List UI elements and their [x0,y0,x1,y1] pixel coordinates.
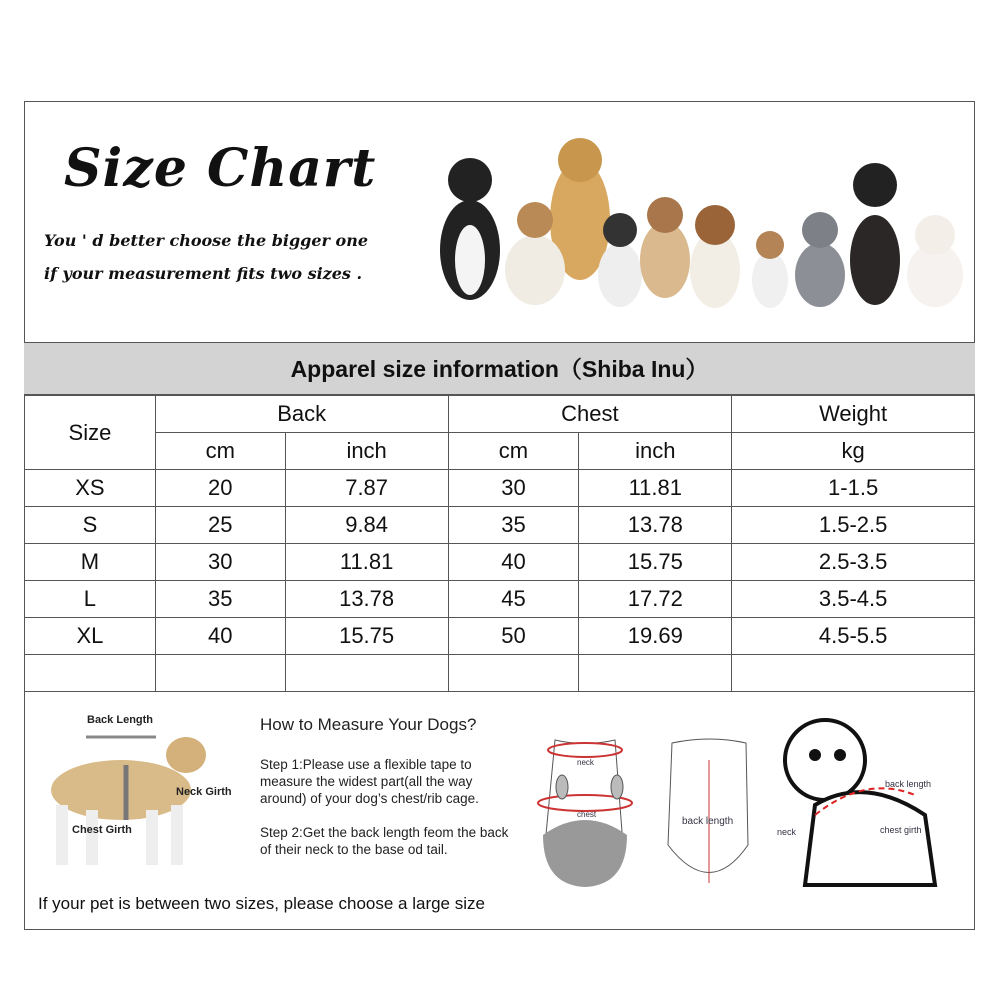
table-cell: 4.5-5.5 [732,618,975,655]
table-cell: 19.69 [579,618,732,655]
table-cell: 13.78 [579,507,732,544]
chart-title: Size Chart [64,138,377,199]
table-cell: 1-1.5 [732,470,975,507]
table-cell: XL [25,618,156,655]
garment-front-diagram [535,735,635,890]
pets-group-photo [430,130,970,310]
table-cell: 2.5-3.5 [732,544,975,581]
subtitle-line-2: if your measurement fits two sizes . [44,264,363,283]
unit-inch: inch [285,433,448,470]
table-cell: L [25,581,156,618]
table-row [25,581,975,618]
dog-small-puppy [752,231,788,308]
puppy-back-length-label: back length [885,779,932,789]
table-cell: S [25,507,156,544]
table-cell: 15.75 [579,544,732,581]
table-cell: 35 [155,581,285,618]
measure-heading: How to Measure Your Dogs? [260,715,477,734]
table-cell: 15.75 [285,618,448,655]
unit-inch: inch [579,433,732,470]
size-note: If your pet is between two sizes, please choose a large size [38,894,485,913]
back-length-label: Back Length [87,714,154,726]
unit-kg: kg [732,433,975,470]
table-cell: 20 [155,470,285,507]
table-cell: 30 [448,470,579,507]
garment-back-diagram [660,735,760,890]
table-row [25,544,975,581]
cat-white [907,215,963,307]
table-cell: 25 [155,507,285,544]
table-cell: M [25,544,156,581]
empty-row [25,655,975,692]
table-cell: 1.5-2.5 [732,507,975,544]
size-table [24,395,975,692]
table-cell: 40 [448,544,579,581]
chest-header: Chest [448,396,732,433]
table-cell: 11.81 [579,470,732,507]
dog-pekingese [640,197,690,298]
puppy-neck-label: neck [777,827,797,837]
table-row [25,470,975,507]
chest-girth-label: Chest Girth [72,824,132,836]
table-cell: 45 [448,581,579,618]
unit-cm: cm [155,433,285,470]
step-2: Step 2:Get the back length feom the back of their neck to the base od tail. [260,825,509,857]
dog-french-bulldog [850,163,900,305]
table-cell: 13.78 [285,581,448,618]
table-cell: 40 [155,618,285,655]
dog-chihuahua [598,213,642,307]
table-cell: 50 [448,618,579,655]
table-cell: XS [25,470,156,507]
table-row [25,507,975,544]
weight-header: Weight [732,396,975,433]
size-header: Size [25,396,156,470]
neck-label: neck [577,758,594,767]
unit-cm: cm [448,433,579,470]
step-1: Step 1:Please use a flexible tape to measure the widest part(all the way around) of your dog’s chest/rib cage. [260,757,479,806]
table-row [25,618,975,655]
puppy-chest-girth-label: chest girth [880,825,922,835]
table-cell: 11.81 [285,544,448,581]
table-cell: 7.87 [285,470,448,507]
dog-border-collie [440,158,500,300]
neck-girth-label: Neck Girth [176,786,232,798]
table-cell: 30 [155,544,285,581]
table-cell: 3.5-4.5 [732,581,975,618]
puppy-measure-illustration [775,705,965,900]
chest-label: chest [577,810,597,819]
cat-gray [795,212,845,307]
table-cell: 17.72 [579,581,732,618]
apparel-info-title: Apparel size information（Shiba Inu） [24,342,975,395]
back-length-label: back length [682,816,734,827]
table-cell: 9.84 [285,507,448,544]
table-cell: 35 [448,507,579,544]
subtitle-line-1: You ' d better choose the bigger one [44,231,369,250]
back-header: Back [155,396,448,433]
dog-beagle [690,205,740,308]
